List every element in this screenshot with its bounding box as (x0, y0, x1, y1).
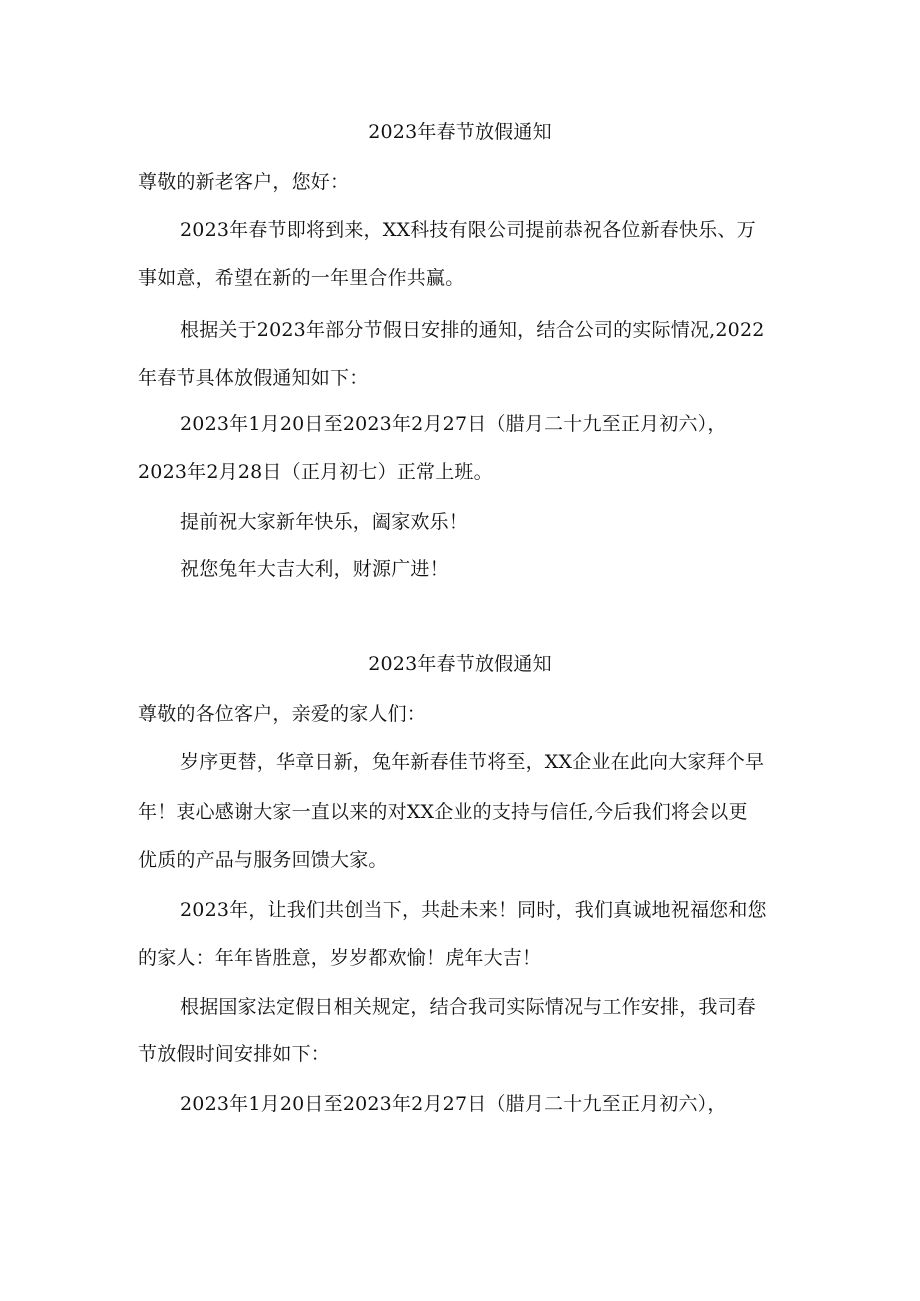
notice-2-paragraph-2-line-1: 2023年，让我们共创当下，共赴未来！同时，我们真诚地祝福您和您 (180, 899, 767, 921)
notice-2-paragraph-3-line-1: 根据国家法定假日相关规定，结合我司实际情况与工作安排，我司春 (180, 996, 757, 1018)
notice-1-paragraph-2-line-1: 根据关于2023年部分节假日安排的通知，结合公司的实际情况,2022 (180, 319, 765, 341)
notice-2-paragraph-3-line-2: 节放假时间安排如下： (138, 1043, 331, 1065)
notice-1-paragraph-3-line-2: 2023年2月28日（正月初七）正常上班。 (138, 461, 493, 483)
notice-2-paragraph-2-line-2: 的家人：年年皆胜意，岁岁都欢愉！虎年大吉！ (138, 947, 542, 969)
notice-1-paragraph-1-line-2: 事如意，希望在新的一年里合作共赢。 (138, 267, 465, 289)
notice-1-salutation: 尊敬的新老客户，您好： (138, 171, 350, 193)
notice-1-paragraph-1-line-1: 2023年春节即将到来，XX科技有限公司提前恭祝各位新春快乐、万 (180, 219, 756, 241)
notice-1-paragraph-5: 祝您兔年大吉大利，财源广进！ (180, 558, 449, 580)
notice-1-paragraph-4: 提前祝大家新年快乐，阖家欢乐！ (180, 511, 469, 533)
notice-1-paragraph-3-line-1: 2023年1月20日至2023年2月27日（腊月二十九至正月初六）， (180, 413, 727, 435)
notice-2-title: 2023年春节放假通知 (368, 653, 552, 675)
notice-2-paragraph-1-line-2: 年！衷心感谢大家一直以来的对XX企业的支持与信任,今后我们将会以更 (138, 801, 748, 823)
notice-2-paragraph-1-line-3: 优质的产品与服务回馈大家。 (138, 849, 388, 871)
notice-1-paragraph-2-line-2: 年春节具体放假通知如下： (138, 367, 369, 389)
notice-2-paragraph-1-line-1: 岁序更替，华章日新，兔年新春佳节将至，XX企业在此向大家拜个早 (180, 751, 765, 773)
notice-2-paragraph-4-line-1: 2023年1月20日至2023年2月27日（腊月二十九至正月初六）， (180, 1093, 727, 1115)
notice-1-title: 2023年春节放假通知 (368, 121, 552, 143)
notice-2-salutation: 尊敬的各位客户，亲爱的家人们： (138, 703, 427, 725)
